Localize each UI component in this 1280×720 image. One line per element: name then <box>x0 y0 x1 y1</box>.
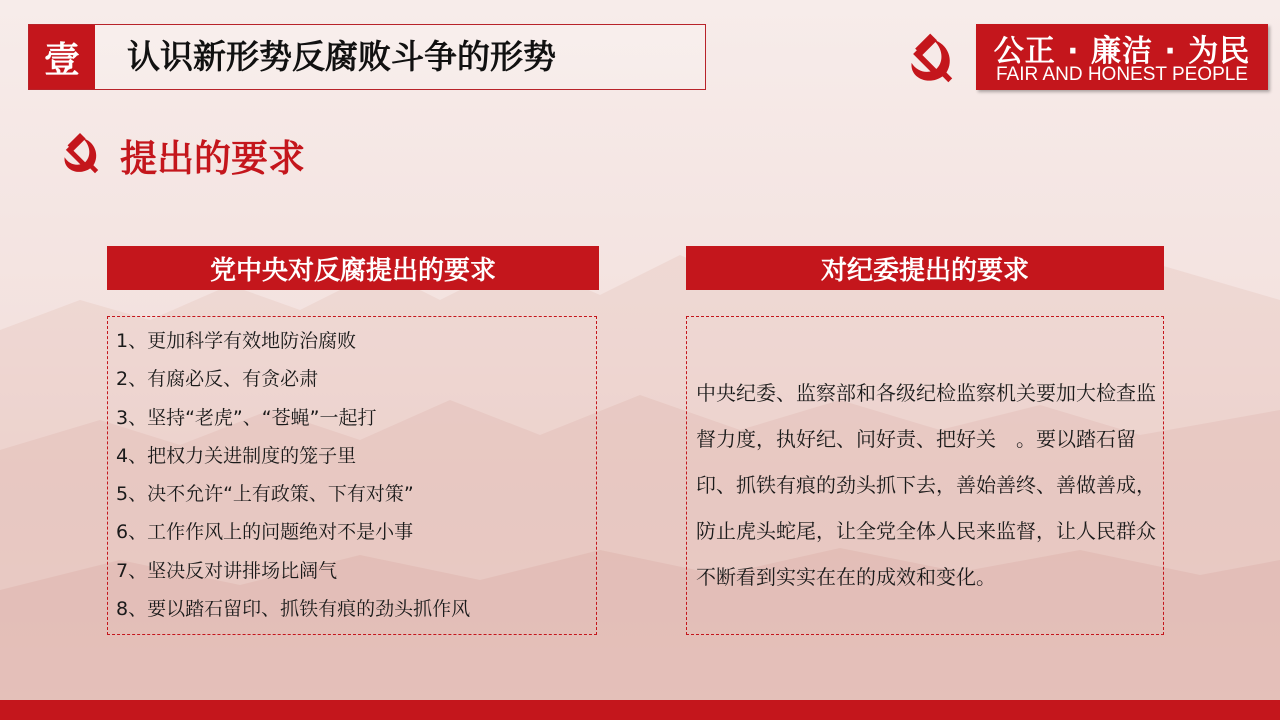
hammer-sickle-icon <box>55 130 103 178</box>
left-column-title: 党中央对反腐提出的要求 <box>107 246 599 290</box>
list-item: 1、更加科学有效地防治腐败 <box>116 330 357 352</box>
brand-slogan: 公正 · 廉洁 · 为民 <box>993 34 1251 69</box>
requirements-list <box>116 326 470 632</box>
list-item: 2、有腐必反、有贪必肃 <box>116 368 319 391</box>
section-title: 提出的要求 <box>120 137 305 180</box>
list-item: 8、要以踏石留印、抓铁有痕的劲头抓作风 <box>116 598 471 621</box>
right-column-text: 中央纪委、监察部和各级纪检监察机关要加大检查监督力度，执好纪、问好责、把好关 。要以踏石留印、抓铁有痕的劲头抓下去，善始善终、善做善成，防止虎头蛇尾，让全党全体人民来监督，让人民群众不断看到实实在在的成效和变化。 <box>696 381 1156 589</box>
list-item: 5、决不允许“上有政策、下有对策” <box>116 483 414 506</box>
list-item: 7、坚决反对讲排场比阔气 <box>116 559 338 582</box>
hammer-sickle-icon <box>900 30 958 88</box>
header-bar <box>28 24 706 90</box>
brand-banner <box>976 24 1268 90</box>
page-title: 认识新形势反腐败斗争的形势 <box>127 37 556 76</box>
bottom-bar <box>0 700 1280 720</box>
list-item: 4、把权力关进制度的笼子里 <box>116 444 357 467</box>
list-item: 3、坚持“老虎”、“苍蝇”一起打 <box>116 406 377 429</box>
right-column-title: 对纪委提出的要求 <box>686 246 1164 290</box>
brand-slogan-en: FAIR AND HONEST PEOPLE <box>995 64 1248 85</box>
header-number: 壹 <box>29 25 95 89</box>
list-item: 6、工作作风上的问题绝对不是小事 <box>116 521 414 544</box>
